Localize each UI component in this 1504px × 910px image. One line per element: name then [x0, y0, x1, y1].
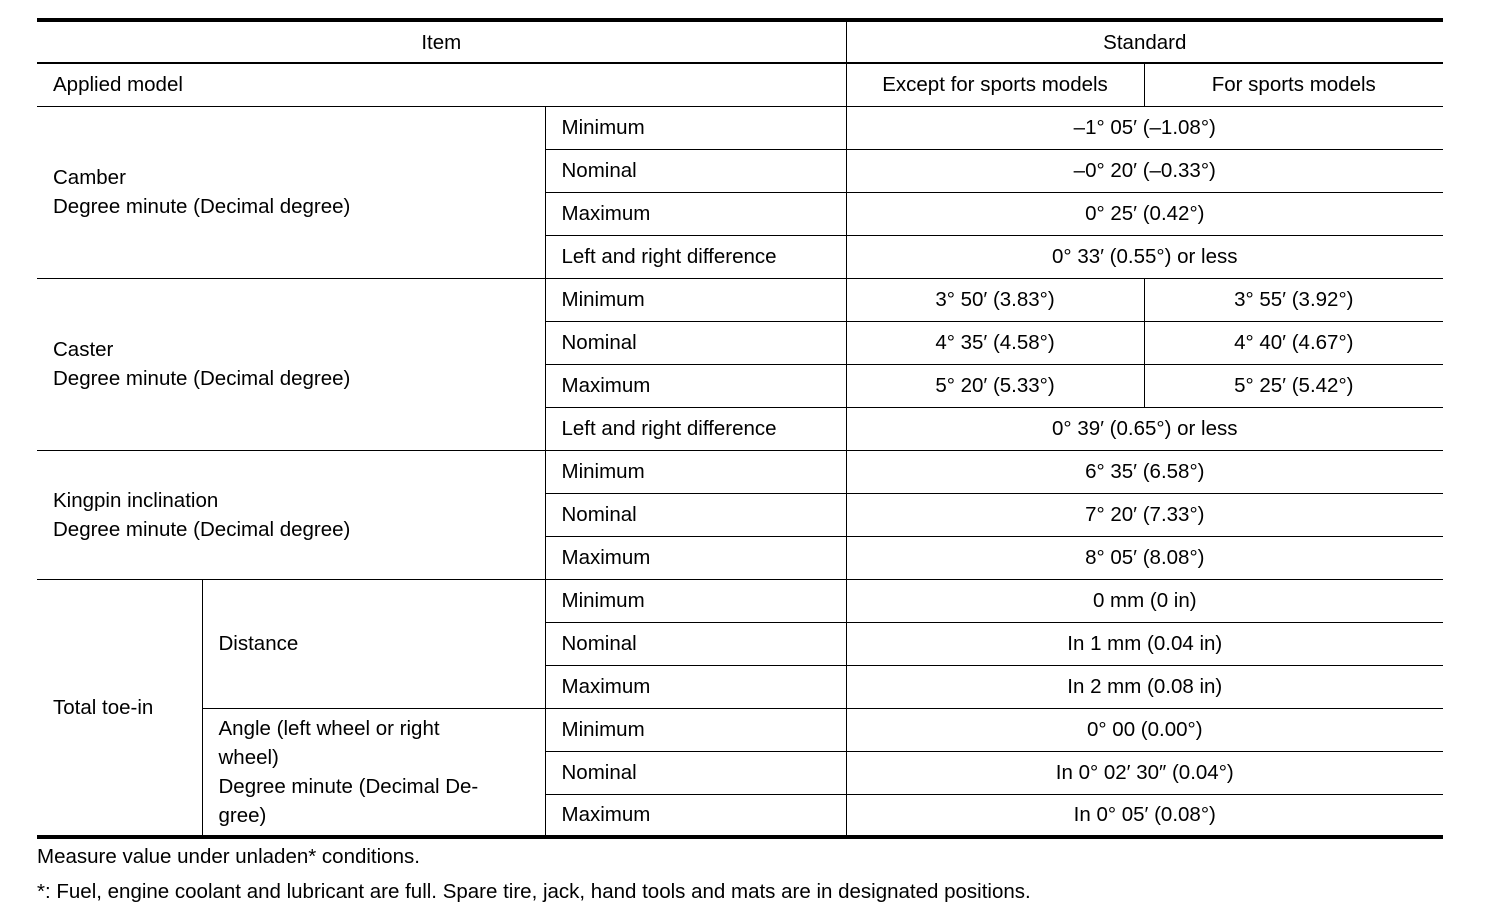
table-row [37, 278, 1443, 321]
toe-in-angle-param: Minimum [545, 708, 846, 751]
note-unladen: Measure value under unladen* conditions. [37, 845, 420, 868]
table-row [37, 106, 1443, 149]
table-row [37, 708, 1443, 751]
caster-except-value: 4° 35′ (4.58°) [846, 321, 1144, 364]
toe-in-distance-value: 0 mm (0 in) [846, 579, 1443, 622]
camber-value: –0° 20′ (–0.33°) [846, 149, 1443, 192]
caster-param: Left and right difference [545, 407, 846, 450]
toe-in-angle-value: 0° 00 (0.00°) [846, 708, 1443, 751]
caster-sports-value: 5° 25′ (5.42°) [1144, 364, 1443, 407]
for-sports-header: For sports models [1144, 63, 1443, 106]
table-row [37, 579, 1443, 622]
camber-value: 0° 33′ (0.55°) or less [846, 235, 1443, 278]
toe-in-angle-label-line4: gree) [218, 803, 267, 827]
table-header-row [37, 20, 1443, 63]
toe-in-angle-label-line3: Degree minute (Decimal De- [218, 774, 479, 798]
toe-in-angle-label [202, 708, 545, 837]
caster-sports-value: 4° 40′ (4.67°) [1144, 321, 1443, 364]
toe-in-angle-value: In 0° 05′ (0.08°) [846, 794, 1443, 837]
camber-param: Maximum [545, 192, 846, 235]
toe-in-distance-value: In 2 mm (0.08 in) [846, 665, 1443, 708]
toe-in-distance-label: Distance [202, 579, 545, 708]
toe-in-angle-label-line2: wheel) [218, 745, 279, 769]
camber-label-line1: Camber [53, 166, 126, 189]
kingpin-param: Maximum [545, 536, 846, 579]
caster-value: 0° 39′ (0.65°) or less [846, 407, 1443, 450]
toe-in-distance-param: Nominal [545, 622, 846, 665]
caster-sports-value: 3° 55′ (3.92°) [1144, 278, 1443, 321]
kingpin-param: Minimum [545, 450, 846, 493]
toe-in-distance-param: Maximum [545, 665, 846, 708]
caster-label-line2: Degree minute (Decimal degree) [53, 367, 351, 390]
caster-label [37, 278, 545, 450]
header-standard: Standard [846, 20, 1443, 63]
caster-param: Maximum [545, 364, 846, 407]
caster-except-value: 3° 50′ (3.83°) [846, 278, 1144, 321]
kingpin-value: 8° 05′ (8.08°) [846, 536, 1443, 579]
toe-in-distance-param: Minimum [545, 579, 846, 622]
camber-value: –1° 05′ (–1.08°) [846, 106, 1443, 149]
toe-in-distance-value: In 1 mm (0.04 in) [846, 622, 1443, 665]
kingpin-label [37, 450, 545, 579]
kingpin-label-line1: Kingpin inclination [53, 488, 219, 512]
caster-label-line1: Caster [53, 338, 114, 361]
applied-model-row [37, 63, 1443, 106]
kingpin-label-line2: Degree minute (Decimal degree) [53, 517, 351, 541]
toe-in-angle-param: Maximum [545, 794, 846, 837]
camber-value: 0° 25′ (0.42°) [846, 192, 1443, 235]
caster-except-value: 5° 20′ (5.33°) [846, 364, 1144, 407]
kingpin-param: Nominal [545, 493, 846, 536]
toe-in-angle-label-line1: Angle (left wheel or right [218, 716, 440, 740]
caster-param: Nominal [545, 321, 846, 364]
toe-in-angle-param: Nominal [545, 751, 846, 794]
toe-in-label: Total toe-in [37, 579, 202, 837]
except-sports-header: Except for sports models [846, 63, 1144, 106]
header-item: Item [37, 20, 846, 63]
kingpin-value: 6° 35′ (6.58°) [846, 450, 1443, 493]
camber-param: Minimum [545, 106, 846, 149]
note-footnote: *: Fuel, engine coolant and lubricant are full. Spare tire, jack, hand tools and mats are in designated positions. [37, 880, 1031, 903]
camber-label-line2: Degree minute (Decimal degree) [53, 195, 351, 218]
wheel-alignment-spec-table [37, 18, 1443, 839]
applied-model-label: Applied model [37, 63, 846, 106]
caster-param: Minimum [545, 278, 846, 321]
camber-param: Left and right difference [545, 235, 846, 278]
table-row [37, 450, 1443, 493]
camber-label [37, 106, 545, 278]
toe-in-angle-value: In 0° 02′ 30″ (0.04°) [846, 751, 1443, 794]
kingpin-value: 7° 20′ (7.33°) [846, 493, 1443, 536]
camber-param: Nominal [545, 149, 846, 192]
